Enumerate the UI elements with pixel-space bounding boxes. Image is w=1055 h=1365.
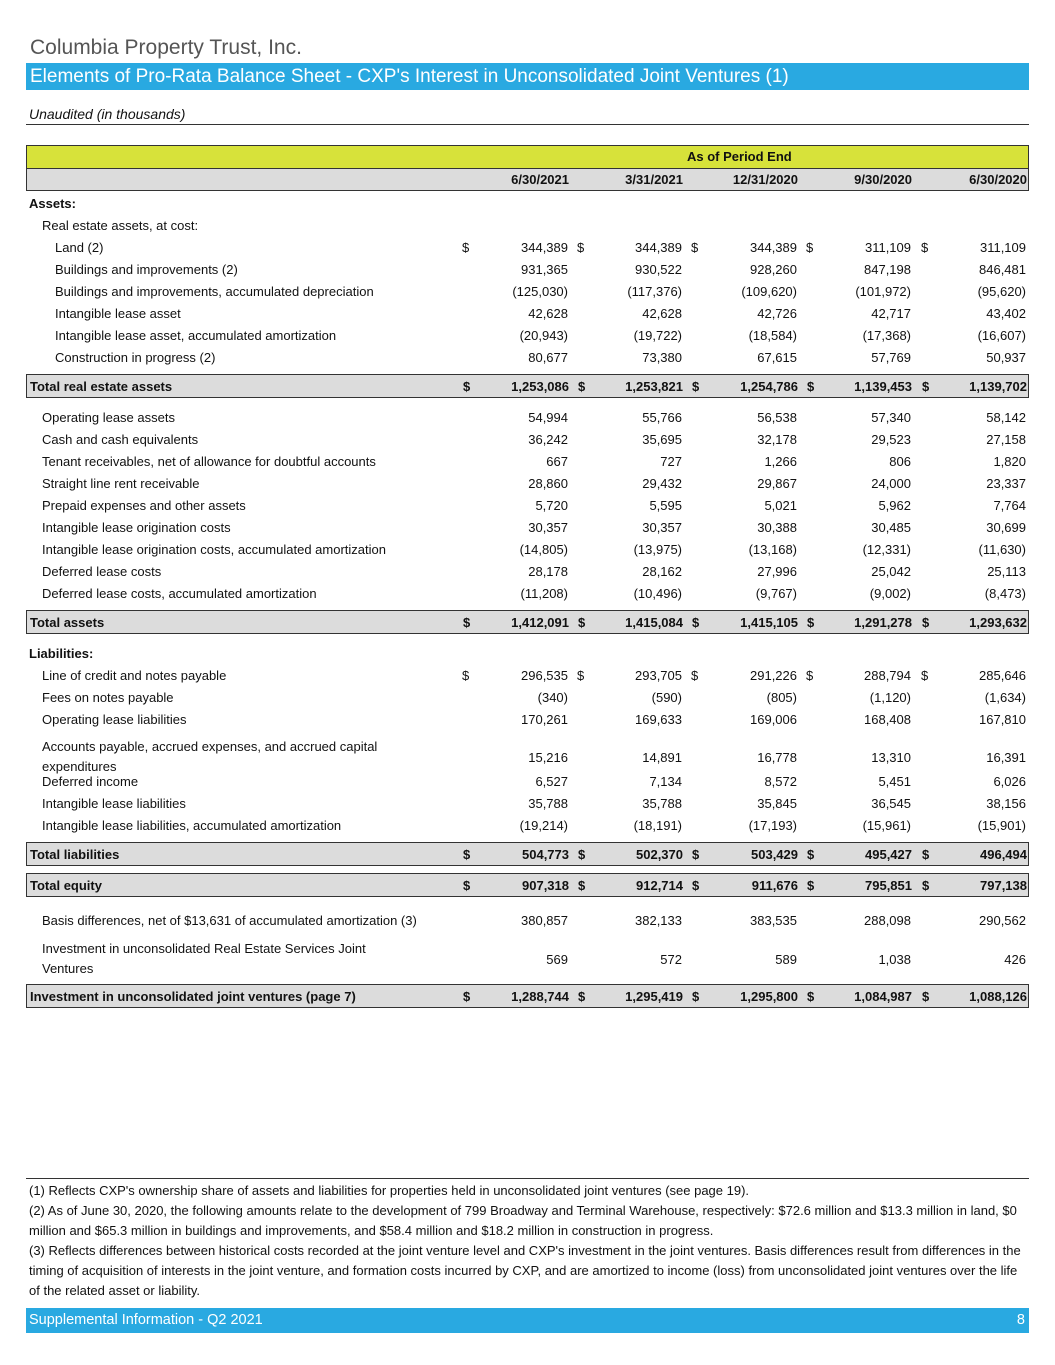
- row-value: 42,628: [528, 306, 568, 321]
- row-value: 931,365: [521, 262, 568, 277]
- footnote: (3) Reflects differences between historical costs recorded at the joint venture level and CXP's investment in the joint ventures. Basis differences result from differences in the timing of acquisition of interests in the joint venture, and formation costs incurred by CXP, and are amortized to income (loss) from unconsolidated joint ventures over the life of the related asset or liability.: [29, 1243, 1021, 1298]
- row-value: (101,972): [855, 284, 911, 299]
- row-value: 25,042: [871, 564, 911, 579]
- row-value: 54,994: [528, 410, 568, 425]
- footnote-divider: [26, 1178, 1029, 1179]
- row-value: 38,156: [986, 796, 1026, 811]
- total-row: [26, 842, 1029, 866]
- row-value: (8,473): [984, 586, 1026, 601]
- table-row: [26, 517, 1029, 539]
- table-row: [26, 771, 1029, 793]
- row-value: 667: [546, 454, 568, 469]
- row-value: 169,633: [635, 712, 682, 727]
- company-name: Columbia Property Trust, Inc.: [30, 36, 302, 59]
- row-value: 1,084,987: [854, 989, 912, 1004]
- row-value: 35,845: [757, 796, 797, 811]
- row-value: 930,522: [635, 262, 682, 277]
- row-value: (17,368): [862, 328, 911, 343]
- table-row: [26, 407, 1029, 429]
- row-label: Buildings and improvements, accumulated depreciation: [55, 284, 374, 299]
- row-value: 290,562: [979, 913, 1026, 928]
- row-label: Land (2): [55, 240, 104, 255]
- page-title: Elements of Pro-Rata Balance Sheet - CXP's Interest in Unconsolidated Joint Ventures (1): [26, 63, 1029, 90]
- row-label: Tenant receivables, net of allowance for doubtful accounts: [42, 454, 376, 469]
- table-row: [26, 709, 1029, 731]
- row-value: 6,527: [535, 774, 568, 789]
- row-value: (20,943): [519, 328, 568, 343]
- dollar-sign: $: [807, 989, 815, 1004]
- row-value: (1,634): [984, 690, 1026, 705]
- row-value: 7,134: [649, 774, 682, 789]
- row-value: 29,867: [757, 476, 797, 491]
- dollar-sign: $: [577, 668, 585, 683]
- row-label: Intangible lease asset, accumulated amortization: [55, 328, 337, 343]
- units-subtitle: Unaudited (in thousands): [29, 106, 186, 122]
- subtitle-divider: [26, 124, 1029, 125]
- row-label: Total real estate assets: [30, 379, 173, 394]
- row-value: 1,415,084: [625, 615, 683, 630]
- dollar-sign: $: [806, 240, 814, 255]
- page-number: 8: [1016, 1312, 1025, 1328]
- row-value: 1,038: [878, 952, 911, 967]
- dollar-sign: $: [922, 989, 930, 1004]
- row-value: 16,778: [757, 750, 797, 765]
- row-value: 5,451: [878, 774, 911, 789]
- dollar-sign: $: [578, 989, 586, 1004]
- footnote: (2) As of June 30, 2020, the following amounts relate to the development of 799 Broadway and Terminal Warehouse, respectively: $72.6 million and $13.3 million in land, $0 million and $65.3 million in buildings and improvements, and $58.4 million and $18.2 million in construction in progress.: [29, 1203, 1017, 1238]
- dollar-sign: $: [462, 668, 470, 683]
- footnote: (1) Reflects CXP's ownership share of assets and liabilities for properties held in unconsolidated joint ventures (see page 19).: [29, 1183, 750, 1198]
- row-value: 28,162: [642, 564, 682, 579]
- column-header: 6/30/2021: [511, 172, 569, 187]
- table-row: [26, 281, 1029, 303]
- row-value: (14,805): [519, 542, 568, 557]
- row-label: Intangible lease liabilities: [42, 796, 186, 811]
- row-value: 42,726: [757, 306, 797, 321]
- row-label: Total assets: [30, 615, 105, 630]
- row-value: (590): [651, 690, 682, 705]
- row-value: 344,389: [750, 240, 797, 255]
- row-value: 846,481: [979, 262, 1026, 277]
- table-row: [26, 793, 1029, 815]
- row-value: 1,253,821: [625, 379, 683, 394]
- row-value: (340): [537, 690, 568, 705]
- row-value: (10,496): [633, 586, 682, 601]
- row-value: 58,142: [986, 410, 1026, 425]
- row-label: Accounts payable, accrued expenses, and accrued capital expenditures: [42, 739, 378, 774]
- row-value: 56,538: [757, 410, 797, 425]
- row-value: 291,226: [750, 668, 797, 683]
- row-value: 170,261: [521, 712, 568, 727]
- row-value: 28,860: [528, 476, 568, 491]
- dollar-sign: $: [692, 615, 700, 630]
- table-row: [26, 687, 1029, 709]
- period-label: As of Period End: [687, 149, 792, 164]
- row-value: 795,851: [865, 878, 912, 893]
- row-label: Line of credit and notes payable: [42, 668, 227, 683]
- row-value: 5,720: [535, 498, 568, 513]
- row-value: 1,139,453: [854, 379, 912, 394]
- dollar-sign: $: [578, 847, 586, 862]
- row-value: 73,380: [642, 350, 682, 365]
- row-value: 14,891: [642, 750, 682, 765]
- table-row: [26, 451, 1029, 473]
- dollar-sign: $: [692, 379, 700, 394]
- row-value: 569: [546, 952, 568, 967]
- row-label: Liabilities:: [29, 646, 94, 661]
- row-label: Deferred lease costs: [42, 564, 162, 579]
- dollar-sign: $: [921, 668, 929, 683]
- total-row: [26, 873, 1029, 897]
- row-value: (9,767): [755, 586, 797, 601]
- dollar-sign: $: [691, 240, 699, 255]
- table-row: [26, 815, 1029, 837]
- column-header: 6/30/2020: [969, 172, 1027, 187]
- row-value: 727: [660, 454, 682, 469]
- table-row: [26, 583, 1029, 605]
- row-value: (19,722): [633, 328, 682, 343]
- table-row: [26, 303, 1029, 325]
- row-value: 911,676: [751, 878, 798, 893]
- row-value: 43,402: [986, 306, 1026, 321]
- table-row: [26, 665, 1029, 687]
- dollar-sign: $: [921, 240, 929, 255]
- row-value: (109,620): [741, 284, 797, 299]
- table-row: [26, 473, 1029, 495]
- row-value: 1,266: [764, 454, 797, 469]
- row-value: 7,764: [993, 498, 1026, 513]
- row-value: (18,191): [633, 818, 682, 833]
- row-label: Assets:: [29, 196, 76, 211]
- row-label: Buildings and improvements (2): [55, 262, 238, 277]
- row-value: 288,794: [864, 668, 911, 683]
- row-value: (117,376): [627, 284, 682, 299]
- row-label: Straight line rent receivable: [42, 476, 200, 491]
- dollar-sign: $: [463, 989, 471, 1004]
- dollar-sign: $: [462, 240, 470, 255]
- row-value: 293,705: [635, 668, 682, 683]
- row-value: 29,523: [871, 432, 911, 447]
- row-value: 1,295,419: [625, 989, 683, 1004]
- table-row: [26, 325, 1029, 347]
- row-label: Operating lease assets: [42, 410, 175, 425]
- row-value: 27,996: [757, 564, 797, 579]
- row-value: 285,646: [979, 668, 1026, 683]
- row-value: 344,389: [635, 240, 682, 255]
- row-value: 30,699: [986, 520, 1026, 535]
- row-value: 30,357: [642, 520, 682, 535]
- row-value: 36,242: [528, 432, 568, 447]
- row-value: 1,139,702: [969, 379, 1027, 394]
- row-value: 16,391: [986, 750, 1026, 765]
- total-row: [26, 610, 1029, 634]
- row-value: 28,178: [528, 564, 568, 579]
- row-value: 504,773: [522, 847, 569, 862]
- row-value: 1,253,086: [511, 379, 569, 394]
- row-value: 35,788: [528, 796, 568, 811]
- row-value: 15,216: [528, 750, 568, 765]
- row-value: 50,937: [986, 350, 1026, 365]
- dollar-sign: $: [463, 615, 471, 630]
- row-value: 928,260: [750, 262, 797, 277]
- table-row: [26, 237, 1029, 259]
- dollar-sign: $: [578, 615, 586, 630]
- row-value: 5,962: [878, 498, 911, 513]
- table-row: [26, 215, 1029, 237]
- row-value: 502,370: [636, 847, 683, 862]
- row-value: 1,293,632: [969, 615, 1027, 630]
- dollar-sign: $: [692, 989, 700, 1004]
- row-value: 6,026: [993, 774, 1026, 789]
- row-label: Cash and cash equivalents: [42, 432, 199, 447]
- dollar-sign: $: [807, 615, 815, 630]
- row-value: 296,535: [521, 668, 568, 683]
- section-header-row: [26, 643, 1029, 665]
- dollar-sign: $: [577, 240, 585, 255]
- dollar-sign: $: [922, 878, 930, 893]
- row-label: Fees on notes payable: [42, 690, 174, 705]
- row-value: 169,006: [750, 712, 797, 727]
- row-value: 288,098: [864, 913, 911, 928]
- dollar-sign: $: [463, 379, 471, 394]
- column-header: 3/31/2021: [625, 172, 683, 187]
- dollar-sign: $: [578, 379, 586, 394]
- row-value: 572: [660, 952, 682, 967]
- row-value: 23,337: [986, 476, 1026, 491]
- total-row: [26, 984, 1029, 1008]
- row-value: (11,630): [978, 542, 1026, 557]
- row-value: 847,198: [864, 262, 911, 277]
- row-value: 67,615: [757, 350, 797, 365]
- row-value: 1,288,744: [511, 989, 569, 1004]
- column-header: 12/31/2020: [732, 172, 798, 187]
- row-value: 1,291,278: [854, 615, 912, 630]
- row-label: Deferred lease costs, accumulated amortization: [42, 586, 317, 601]
- row-value: 5,021: [764, 498, 797, 513]
- row-value: 35,695: [642, 432, 682, 447]
- row-value: 1,254,786: [740, 379, 798, 394]
- dollar-sign: $: [922, 615, 930, 630]
- row-value: 1,820: [993, 454, 1026, 469]
- table-row: [26, 941, 1029, 981]
- row-label: Construction in progress (2): [55, 350, 216, 365]
- row-label: Intangible lease origination costs: [42, 520, 231, 535]
- table-row: [26, 495, 1029, 517]
- row-value: 29,432: [642, 476, 682, 491]
- table-row: [26, 429, 1029, 451]
- row-label: Prepaid expenses and other assets: [42, 498, 246, 513]
- row-label: Intangible lease asset: [55, 306, 181, 321]
- row-value: 35,788: [642, 796, 682, 811]
- row-value: 311,109: [979, 240, 1026, 255]
- row-value: 344,389: [521, 240, 568, 255]
- row-label: Investment in unconsolidated joint ventures (page 7): [30, 989, 356, 1004]
- row-value: 25,113: [987, 564, 1026, 579]
- row-label: Investment in unconsolidated Real Estate Services Joint Ventures: [42, 941, 366, 976]
- row-value: 797,138: [980, 878, 1027, 893]
- row-value: (12,331): [862, 542, 911, 557]
- dollar-sign: $: [922, 847, 930, 862]
- row-value: (17,193): [748, 818, 797, 833]
- row-value: 806: [889, 454, 911, 469]
- dollar-sign: $: [922, 379, 930, 394]
- row-value: 383,535: [750, 913, 797, 928]
- total-row: [26, 374, 1029, 398]
- row-label: Total equity: [30, 878, 102, 893]
- row-value: 496,494: [980, 847, 1027, 862]
- row-value: 1,295,800: [740, 989, 798, 1004]
- row-value: 57,340: [871, 410, 911, 425]
- row-value: (16,607): [977, 328, 1026, 343]
- dollar-sign: $: [807, 878, 815, 893]
- footer-label: Supplemental Information - Q2 2021: [29, 1312, 263, 1328]
- dollar-sign: $: [807, 847, 815, 862]
- row-value: 30,485: [871, 520, 911, 535]
- row-value: 27,158: [986, 432, 1026, 447]
- row-value: 5,595: [649, 498, 682, 513]
- dollar-sign: $: [692, 847, 700, 862]
- row-value: 589: [775, 952, 797, 967]
- table-row: [26, 259, 1029, 281]
- footnotes: [29, 1181, 1029, 1301]
- row-value: (15,901): [977, 818, 1026, 833]
- row-value: (19,214): [519, 818, 568, 833]
- row-value: 55,766: [642, 410, 682, 425]
- row-value: (15,961): [862, 818, 911, 833]
- dollar-sign: $: [691, 668, 699, 683]
- row-value: 1,412,091: [511, 615, 569, 630]
- dollar-sign: $: [463, 878, 471, 893]
- row-value: (9,002): [869, 586, 911, 601]
- row-value: 503,429: [751, 847, 798, 862]
- row-label: Operating lease liabilities: [42, 712, 187, 727]
- row-value: 1,415,105: [740, 615, 798, 630]
- row-label: Intangible lease origination costs, accumulated amortization: [42, 542, 386, 557]
- row-value: 42,628: [642, 306, 682, 321]
- section-header-row: [26, 193, 1029, 215]
- row-value: 36,545: [871, 796, 911, 811]
- table-row: [26, 347, 1029, 369]
- row-value: (95,620): [977, 284, 1026, 299]
- row-value: 57,769: [871, 350, 911, 365]
- row-value: 907,318: [522, 878, 569, 893]
- dollar-sign: $: [806, 668, 814, 683]
- footer-bar: [26, 1308, 1029, 1333]
- row-label: Total liabilities: [30, 847, 120, 862]
- row-label: Intangible lease liabilities, accumulated amortization: [42, 818, 342, 833]
- row-value: 42,717: [871, 306, 911, 321]
- row-value: 13,310: [871, 750, 911, 765]
- row-value: (13,168): [748, 542, 797, 557]
- row-value: 311,109: [864, 240, 911, 255]
- row-value: 8,572: [764, 774, 797, 789]
- dollar-sign: $: [692, 878, 700, 893]
- dollar-sign: $: [463, 847, 471, 862]
- row-value: 426: [1004, 952, 1026, 967]
- row-value: (125,030): [512, 284, 568, 299]
- row-value: (18,584): [748, 328, 797, 343]
- row-value: 24,000: [871, 476, 911, 491]
- row-label: Basis differences, net of $13,631 of accumulated amortization (3): [42, 913, 417, 928]
- period-header-band: [26, 145, 1029, 168]
- table-row: [26, 910, 1029, 932]
- row-value: 30,357: [528, 520, 568, 535]
- row-value: 32,178: [757, 432, 797, 447]
- table-row: [26, 539, 1029, 561]
- row-value: 912,714: [636, 878, 683, 893]
- row-value: 167,810: [979, 712, 1026, 727]
- column-header: 9/30/2020: [854, 172, 912, 187]
- dollar-sign: $: [578, 878, 586, 893]
- row-label: Deferred income: [42, 774, 139, 789]
- row-label: Real estate assets, at cost:: [42, 218, 199, 233]
- row-value: (11,208): [520, 586, 568, 601]
- row-value: 168,408: [864, 712, 911, 727]
- row-value: 1,088,126: [969, 989, 1027, 1004]
- row-value: (13,975): [633, 542, 682, 557]
- table-row: [26, 561, 1029, 583]
- row-value: 495,427: [865, 847, 912, 862]
- row-value: 80,677: [528, 350, 568, 365]
- row-value: 382,133: [635, 913, 682, 928]
- row-value: 380,857: [521, 913, 568, 928]
- row-value: 30,388: [757, 520, 797, 535]
- dollar-sign: $: [807, 379, 815, 394]
- row-value: (1,120): [869, 690, 911, 705]
- row-value: (805): [766, 690, 797, 705]
